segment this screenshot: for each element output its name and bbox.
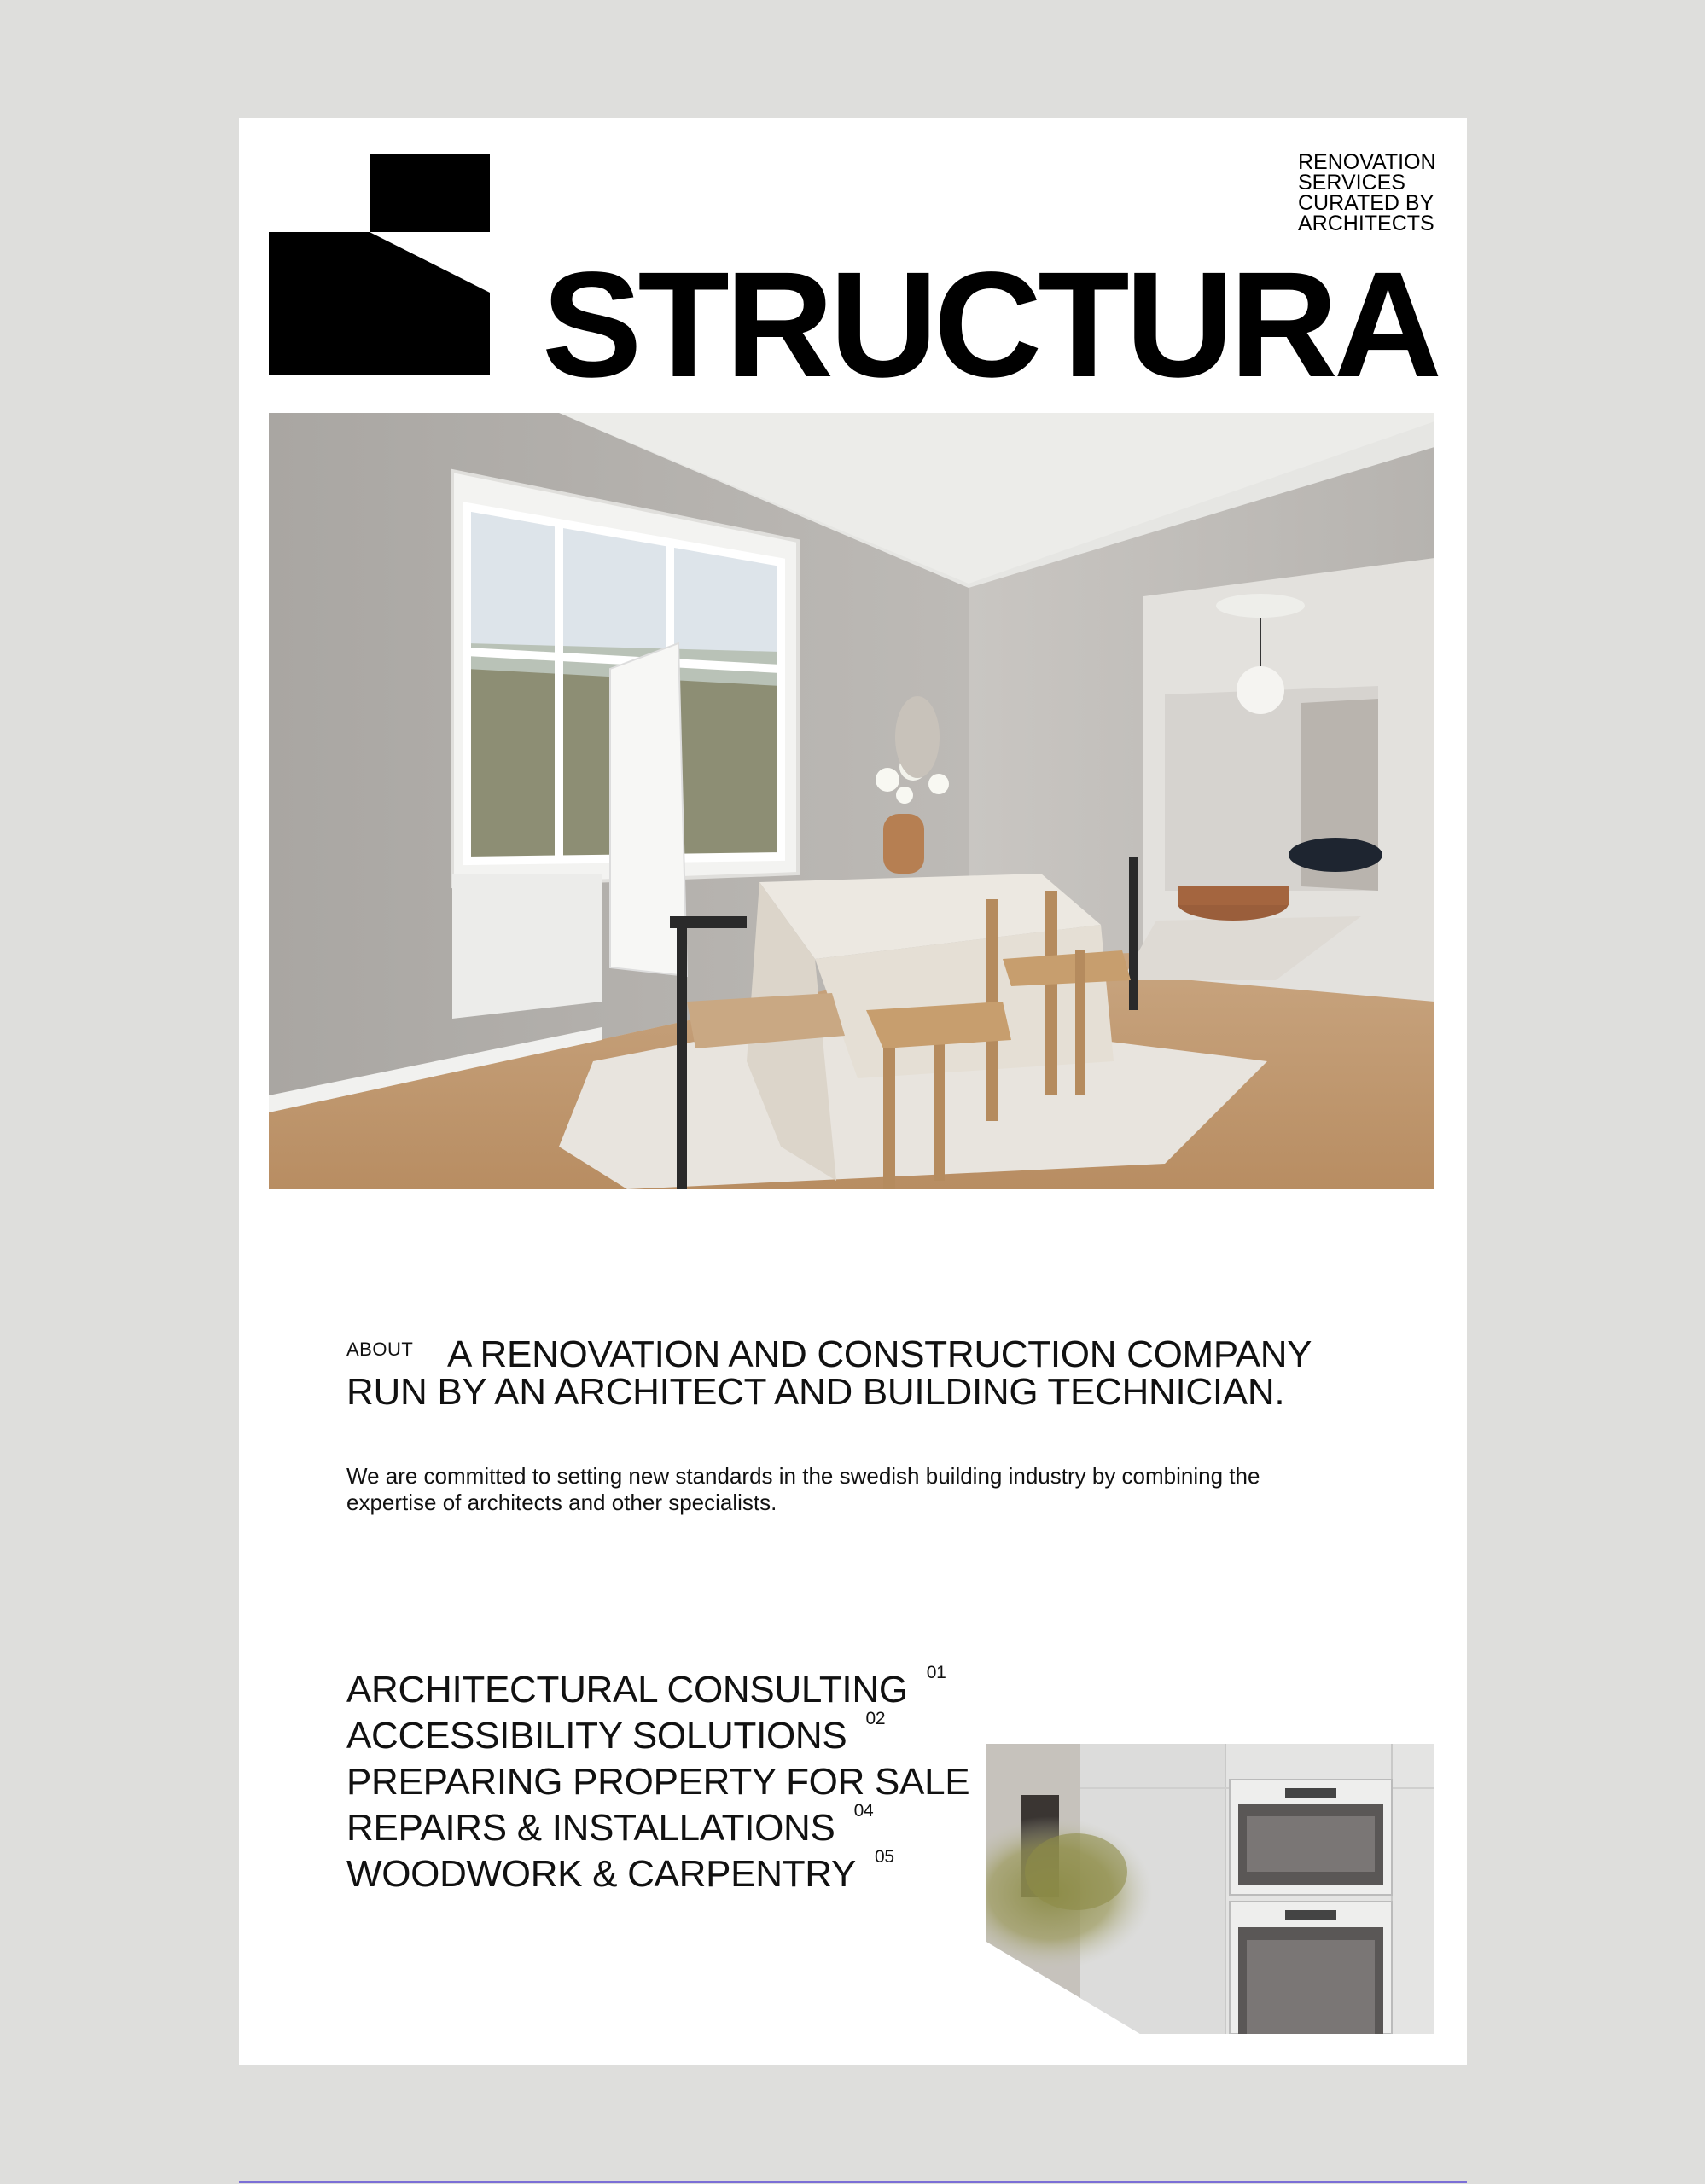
- service-item[interactable]: [346, 1709, 1008, 1759]
- service-item[interactable]: [346, 1663, 1008, 1713]
- service-number: 05: [875, 1847, 894, 1867]
- service-item[interactable]: [346, 1847, 1008, 1897]
- brand-tagline: RENOVATION SERVICES CURATED BY ARCHITECTS: [1298, 150, 1436, 235]
- service-item[interactable]: [346, 1759, 1008, 1805]
- dining-room-photo-icon: [269, 413, 1434, 1189]
- service-label[interactable]: REPAIRS & INSTALLATIONS: [346, 1807, 835, 1849]
- service-label[interactable]: PREPARING PROPERTY FOR SALE: [346, 1761, 970, 1803]
- about-body: We are committed to setting new standards in the swedish building industry by combining the expertise of architects and other specialists.: [346, 1463, 1260, 1515]
- structura-logo-icon[interactable]: [269, 154, 490, 375]
- service-label[interactable]: ARCHITECTURAL CONSULTING: [346, 1669, 908, 1711]
- service-label[interactable]: WOODWORK & CARPENTRY: [346, 1853, 857, 1895]
- service-label[interactable]: ACCESSIBILITY SOLUTIONS: [346, 1715, 847, 1757]
- kitchen-ovens-photo-icon: [986, 1744, 1434, 2034]
- hero-image: [269, 413, 1434, 1189]
- about-label: ABOUT: [346, 1339, 414, 1360]
- page-card: [239, 118, 1467, 2065]
- services-list: [346, 1663, 1008, 1897]
- brand-name[interactable]: STRUCTURA: [542, 241, 1439, 409]
- about-heading: A RENOVATION AND CONSTRUCTION COMPANY RUN BY AN ARCHITECT AND BUILDING TECHNICIAN.: [346, 1333, 1312, 1413]
- service-item[interactable]: [346, 1801, 1008, 1851]
- kitchen-image: [986, 1744, 1434, 2034]
- service-number: 01: [926, 1663, 946, 1682]
- service-number: 04: [853, 1801, 874, 1821]
- accent-line: [239, 2181, 1467, 2183]
- service-number: 02: [865, 1709, 886, 1728]
